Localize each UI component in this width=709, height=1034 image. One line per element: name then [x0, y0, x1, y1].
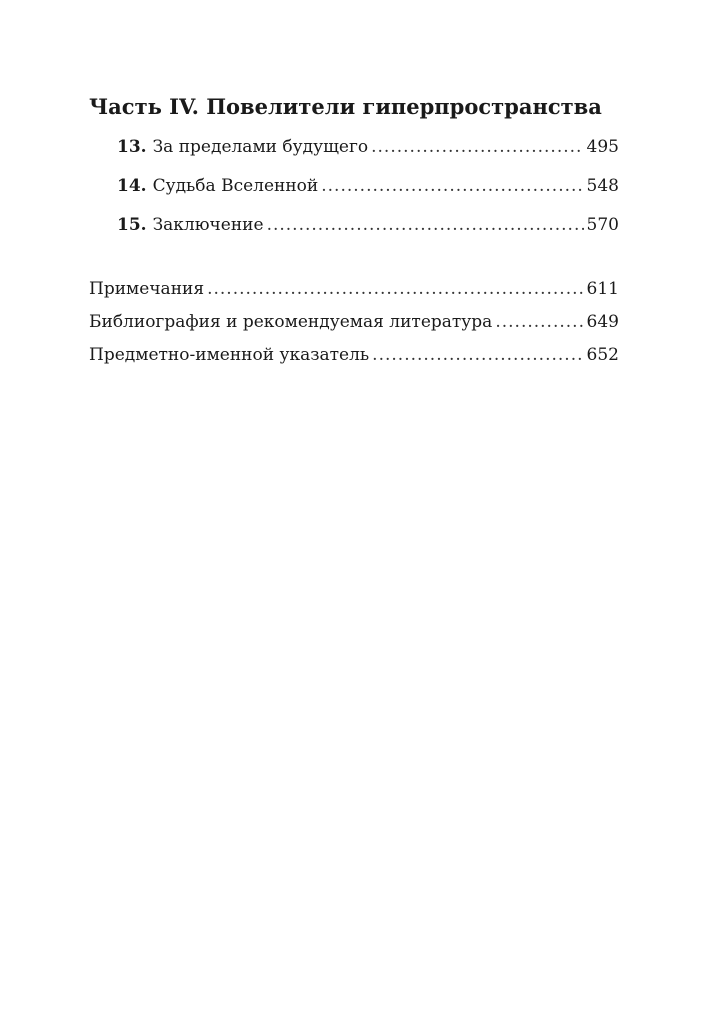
page-number: 649: [586, 312, 619, 332]
dot-leader: [495, 309, 583, 335]
page-number: 495: [586, 137, 619, 157]
toc-entry[interactable]: [89, 276, 619, 302]
chapter-number: 14.: [117, 176, 147, 196]
table-of-contents: [89, 92, 619, 375]
toc-entry[interactable]: [117, 173, 619, 199]
page-number: 570: [586, 215, 619, 235]
dot-leader: [371, 134, 583, 160]
back-matter-title: Примечания: [89, 279, 205, 299]
toc-entry[interactable]: [117, 134, 619, 160]
dot-leader: [372, 342, 583, 368]
chapter-list: [117, 134, 619, 238]
chapter-title: Заключение: [152, 215, 264, 235]
page-number: 548: [586, 176, 619, 196]
page-number: 611: [586, 279, 619, 299]
toc-entry[interactable]: [89, 342, 619, 368]
back-matter-title: Библиография и рекомендуемая литература: [89, 312, 493, 332]
page-number: 652: [586, 345, 619, 365]
chapter-number: 13.: [117, 137, 147, 157]
chapter-title: Судьба Вселенной: [152, 176, 319, 196]
back-matter-title: Предметно-именной указатель: [89, 345, 370, 365]
chapter-title: За пределами будущего: [152, 137, 369, 157]
toc-entry[interactable]: [89, 309, 619, 335]
back-matter-list: [89, 276, 619, 368]
part-title: Часть IV. Повелители гиперпространства: [89, 94, 602, 119]
dot-leader: [207, 276, 583, 302]
toc-entry[interactable]: [117, 212, 619, 238]
dot-leader: [267, 212, 584, 238]
dot-leader: [321, 173, 583, 199]
chapter-number: 15.: [117, 215, 147, 235]
